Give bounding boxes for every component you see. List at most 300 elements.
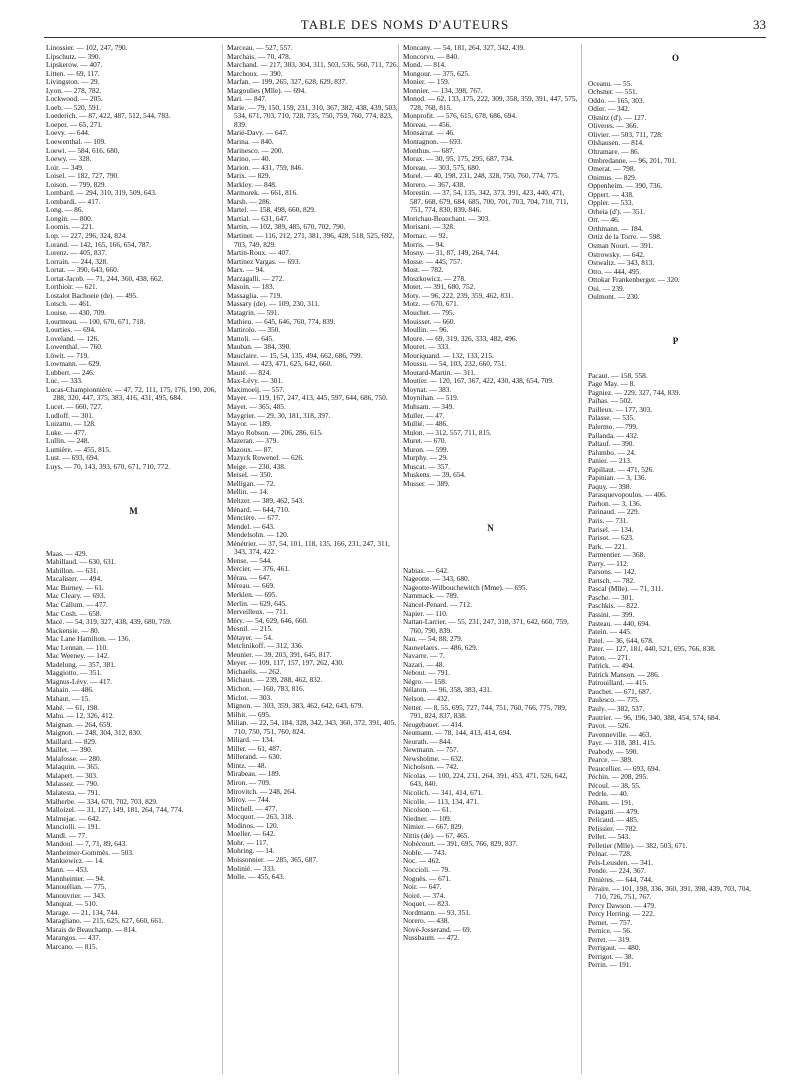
index-entry: Morax. — 30, 95, 175, 295, 687, 734. [403, 154, 514, 164]
index-entry: Nattan-Larrier. — 55, 231, 247, 318, 371, 642, 660, 759, 760, 790, 839. [403, 617, 569, 635]
index-entry: Mazoux. — 87. [227, 444, 273, 454]
index-entry: Mabillaud. — 630, 631. [46, 557, 117, 567]
index-entry: Oliveres. — 366. [588, 121, 639, 131]
index-entry: Mahu. — 12, 326, 412. [46, 711, 115, 721]
index-entry: Ortiz de la Torre. — 598. [588, 232, 662, 242]
page-number: 33 [753, 17, 766, 32]
index-entry: Parisot. — 623. [588, 533, 634, 543]
index-entry: Nussbaum. — 472. [403, 933, 460, 943]
index-entry: Lostalot Bachoeie (de). — 495. [46, 290, 138, 300]
index-entry: Lucet. — 660, 727. [46, 401, 103, 411]
index-entry: Merlin. — 629, 645. [227, 598, 287, 608]
index-entry: Maignan. — 264, 659. [46, 719, 113, 729]
index-entry: Marsh. — 286. [227, 196, 272, 206]
index-entry: Mazyck Rowenel. — 626. [227, 453, 304, 463]
index-entry: Paihas. — 502. [588, 396, 633, 406]
column-divider [222, 44, 223, 1074]
index-entry: Maximoeij. — 557. [227, 384, 285, 394]
index-entry: Malloizel. — 31, 127, 149, 181, 264, 744, 774. [46, 805, 184, 815]
index-entry: Pelissier. — 782. [588, 823, 638, 833]
index-entry: Navarre. — 7. [403, 651, 445, 661]
index-entry: Lullin. — 248. [46, 436, 90, 446]
index-entry: Meige. — 230, 438. [227, 461, 286, 471]
index-entry: Mackensie. — 80. [46, 625, 100, 635]
index-entry: Nelson. — 432. [403, 694, 450, 704]
index-entry: Pavot. — 526. [588, 721, 631, 731]
index-entry: Monnier. — 134, 398, 767. [403, 85, 483, 95]
index-entry: Loewy. — 328. [46, 154, 92, 164]
index-entry: Lipskerow. — 407. [46, 60, 103, 70]
index-entry: Malassez. — 790. [46, 779, 99, 789]
index-entry: Percy Dawson. — 479. [588, 900, 656, 910]
index-entry: Marina. — 840. [227, 137, 274, 147]
spacer [46, 488, 221, 497]
index-entry: Loisel. — 182, 727, 790. [46, 171, 119, 181]
index-entry: Marie. — 79, 150, 159, 231, 310, 367, 382, 438, 439, 503, 534, 671, 703, 710, 728, 735, 750, 759, 760, 774, 823, 839. [227, 102, 398, 129]
index-entry: Mandoul. — 7, 71, 89, 643. [46, 839, 128, 849]
index-entry: Mouisset. — 660. [403, 316, 456, 326]
index-entry: Marx. — 94. [227, 265, 265, 275]
index-entry: Napier. — 110. [403, 608, 448, 618]
index-entry: Martinez Vargas. — 693. [227, 256, 301, 266]
index-entry: Mullié. — 486. [403, 419, 448, 429]
index-entry: Luke. — 477. [46, 427, 87, 437]
index-entry: Litten. — 69, 117. [46, 68, 100, 78]
index-entry: Mignon. — 303, 359, 383, 462, 642, 643, 679. [227, 701, 364, 711]
index-entry: Mauclaire. — 15, 54, 135, 494, 662, 686, 799. [227, 350, 363, 360]
index-entry: Newsholme. — 632. [403, 753, 464, 763]
index-entry: Moutier. — 120, 167, 367, 422, 430, 438, 654, 709. [403, 376, 554, 386]
index-entry: Michaux. — 239, 288, 462, 832. [227, 675, 323, 685]
index-entry: Parisel. — 134. [588, 524, 634, 534]
index-entry: Pacaut. — 158, 558. [588, 370, 648, 380]
index-entry: Oui. — 239. [588, 283, 625, 293]
index-entry: Pernet. — 757. [588, 917, 633, 927]
index-entry: Metchnikoff. — 312, 336. [227, 641, 304, 651]
index-entry: Miller. — 61, 487. [227, 743, 282, 753]
index-entry: Marchand. — 217, 303, 304, 311, 503, 536, 560, 711, 726. [227, 60, 399, 70]
index-entry: Linossier. — 102, 247, 790. [46, 43, 128, 52]
index-entry: Marceau. — 527, 557. [227, 43, 293, 52]
index-entry: Mahé. — 61, 198. [46, 702, 100, 712]
index-entry: Neurath. — 844. [403, 736, 453, 746]
index-entry: Meltzer. — 389, 462, 543. [227, 495, 305, 505]
index-entry: Livingston. — 29. [46, 77, 100, 87]
index-entry: Mouriquand. — 132, 133, 215. [403, 350, 494, 360]
spacer [403, 506, 578, 515]
index-entry: Macé. — 54, 319, 327, 438, 439, 680, 759. [46, 617, 172, 627]
index-entry: Loewi. — 584, 616, 680. [46, 145, 120, 155]
index-entry: Miclot. — 303. [227, 692, 272, 702]
index-entry: Palermo. — 799. [588, 421, 638, 431]
index-entry: Orr. — 46. [588, 215, 620, 225]
index-entry: Mirovitch. — 248, 264. [227, 786, 297, 796]
index-entry: Marcano. — 815. [46, 941, 98, 951]
index-entry: Netter. — 8, 55, 695, 727, 744, 751, 760, 766, 775, 789, 791, 824, 837, 838. [403, 702, 567, 721]
index-entry: Motz. — 670, 671. [403, 299, 459, 309]
index-entry: Mankiewicz. — 14. [46, 856, 104, 866]
index-entry: Noguès. — 671. [403, 873, 451, 883]
index-entry: Méreau. — 669. [227, 581, 275, 591]
index-entry: Pavenneville. — 463. [588, 729, 652, 739]
index-entry: Most. — 782. [403, 265, 444, 275]
index-entry: Nicholson. — 742. [403, 762, 459, 772]
index-entry: Olsnitz (d'). — 127. [588, 112, 647, 122]
index-entry: Pater. — 127, 181, 440, 521, 695, 766, 838. [588, 644, 716, 654]
index-entry: Mitchell. — 477. [227, 803, 278, 813]
index-entry: Mongour. — 375, 625. [403, 68, 470, 78]
spacer [46, 524, 221, 533]
index-entry: Marion. — 431, 759, 846. [227, 162, 304, 172]
column-divider [398, 44, 399, 1074]
index-entry: Meunier. — 39, 203, 391, 645, 817. [227, 649, 332, 659]
index-entry: Martinet. — 116, 212, 271, 381, 396, 428, 518, 525, 692, 703, 749, 829. [227, 231, 395, 249]
index-entry: Mosny. — 31, 87, 149, 264, 744. [403, 248, 500, 258]
index-entry: Parmentier. — 368. [588, 550, 646, 560]
index-entry: Orheia (d'). — 351. [588, 206, 646, 216]
index-entry: Muret. — 670. [403, 436, 447, 446]
index-entry: Miroy. — 744. [227, 795, 271, 805]
index-entry: Loveland. — 126. [46, 333, 100, 343]
index-entry: Patrick. — 494. [588, 661, 635, 671]
index-entry: Oulmont. — 230. [588, 292, 640, 302]
index-entry: Peabody. — 590. [588, 746, 639, 756]
index-entry: Mulon. — 312, 557, 711, 815. [403, 427, 492, 437]
spacer [588, 355, 763, 364]
index-entry: Olshausen. — 814. [588, 138, 644, 148]
index-entry: Lorenz. — 405, 837. [46, 248, 107, 258]
index-entry: Luc. — 333. [46, 376, 83, 386]
index-entry: Mellin. — 14. [227, 487, 269, 497]
spacer [403, 550, 578, 559]
index-entry: Mayer. — 119, 167, 247, 413, 445, 597, 644, 686, 750. [227, 393, 388, 403]
index-entry: Oltramare. — 86. [588, 147, 640, 157]
index-entry: Papinian. — 3, 136. [588, 473, 647, 483]
index-entry: Nordmann. — 93, 351. [403, 907, 471, 917]
index-entry: Milhit. — 695. [227, 709, 271, 719]
index-entry: Pauly. — 382, 537. [588, 704, 645, 714]
index-entry: Paltauf. — 390. [588, 439, 635, 449]
index-entry: Marzagalli. — 272. [227, 273, 285, 283]
index-entry: Nammack. — 789. [403, 591, 459, 601]
index-entry: Mohring. — 14. [227, 846, 275, 856]
index-entry: Noquet. — 823. [403, 899, 451, 909]
index-entry: Maygrier. — 29, 30, 181, 318, 397. [227, 410, 331, 420]
spacer [403, 533, 578, 542]
spacer [46, 497, 221, 506]
index-entry: Péham. — 191. [588, 798, 634, 808]
index-entry: Pelicaud. — 485. [588, 815, 639, 825]
index-entry: Muron. — 599. [403, 444, 449, 454]
index-entry: Lortat. — 390, 643, 660. [46, 265, 119, 275]
index-entry: Péchin. — 208, 295. [588, 772, 648, 782]
index-entry: Nau. — 54, 88, 279. [403, 634, 463, 644]
index-entry: Mouchet. — 795. [403, 307, 455, 317]
index-entry: Patein. — 445. [588, 627, 632, 637]
index-entry: Otto. — 444, 495. [588, 266, 642, 276]
index-entry: Moeller. — 642. [227, 829, 276, 839]
index-entry: Pallanda. — 432. [588, 430, 639, 440]
index-entry: Niedner. — 109. [403, 813, 452, 823]
spacer [403, 497, 578, 506]
index-entry: Ochsner. — 551. [588, 87, 638, 97]
index-entry: Monier. — 159. [403, 77, 450, 87]
index-entry: Morel. — 40, 198, 231, 248, 328, 750, 760, 774, 775. [403, 171, 560, 181]
index-entry: Manciolli. — 191. [46, 822, 100, 832]
index-entry: Mac Callum. — 477. [46, 600, 108, 609]
index-entry: Loomis. — 221. [46, 222, 94, 232]
index-entry: Lortat-Jacob. — 71, 244, 360, 438, 662. [46, 273, 164, 283]
index-entry: Muhsam. — 349. [403, 401, 455, 411]
index-entry: Mathieu. — 645, 646, 760, 774, 839. [227, 316, 336, 326]
index-entry: Norero. — 438. [403, 916, 450, 926]
index-entry: Loir. — 349. [46, 162, 84, 172]
index-entry: Malherbe. — 334, 670, 702, 703, 829. [46, 796, 158, 806]
index-entry: Perrigot. — 38. [588, 951, 634, 961]
index-entry: Paschkis. — 822. [588, 601, 640, 611]
index-entry: Oceanu. — 55. [588, 78, 633, 88]
index-entry: Oppler. — 533. [588, 198, 634, 208]
index-entry: Maragliano. — 215, 625, 627, 660, 661. [46, 916, 164, 926]
index-entry: Mocquot. — 263, 318. [227, 812, 294, 822]
index-entry: Martial. — 631, 647. [227, 213, 289, 223]
index-entry: Patrouillard. — 415. [588, 678, 648, 688]
index-entry: Nabias. — 642. [403, 565, 449, 575]
index-entry: Musser. — 389. [403, 478, 450, 488]
index-entry: Lourties. — 694. [46, 325, 96, 335]
index-entry: Manquat. — 510. [46, 899, 98, 909]
index-entry: Percy Herring. — 222. [588, 909, 655, 919]
index-entry: Marmorek. — 661, 816. [227, 188, 298, 198]
index-entry: Lop. — 227, 296, 324, 824. [46, 231, 128, 241]
index-entry: Mazeran. — 379. [227, 436, 279, 446]
index-entry: Mac Lane Hamilton. — 136. [46, 634, 131, 644]
page-header [44, 17, 766, 37]
index-entry: Pauchet. — 671, 687. [588, 686, 652, 696]
index-entry: Lumière. — 455, 815. [46, 444, 111, 454]
index-entry: Moty. — 96, 222, 239, 359, 462, 831. [403, 290, 514, 300]
index-entry: Patrick Manson. — 286. [588, 669, 660, 679]
index-entry: Longin. — 800. [46, 213, 93, 223]
index-entry: Michon. — 160, 783, 816. [227, 684, 305, 694]
index-entry: Moszkowicz. — 278. [403, 273, 466, 283]
index-entry: Loederich. — 87, 422, 487, 512, 544, 783. [46, 111, 171, 121]
index-entry: Millerand. — 630. [227, 752, 282, 762]
index-entry: Passini. — 399. [588, 610, 635, 619]
index-entry: Moissonnier. — 285, 365, 687. [227, 854, 318, 864]
index-entry: Pasche. — 301. [588, 592, 634, 602]
index-entry: Noccioli. — 79. [403, 864, 451, 874]
index-entry: Moussu. — 54, 103, 232, 660, 751. [403, 359, 507, 369]
spacer [46, 516, 221, 525]
index-entry: Miron. — 709. [227, 778, 271, 788]
index-entry: Marix. — 829. [227, 171, 271, 181]
index-entry: Lipschutz. — 390. [46, 51, 101, 61]
index-entry: Moynihan. — 519. [403, 393, 459, 403]
index-entry: Parry. — 112. [588, 558, 629, 568]
index-entry: Mahain. — 486. [46, 685, 94, 695]
spacer [403, 541, 578, 550]
index-entry: Morestin. — 37, 54, 135, 342, 373, 391, 423, 440, 471, 587, 668, 679, 684, 685, 700, 701, 703, 704, 710, 711, 751, 774, 830, 839, 846. [403, 188, 569, 215]
index-entry: Mattirolo. — 350. [227, 325, 281, 335]
index-entry: Parhon. — 3, 136. [588, 498, 642, 508]
index-entry: Mornac. — 92. [403, 231, 448, 241]
index-entry: Mendel. — 643. [227, 521, 275, 531]
spacer [588, 302, 763, 311]
index-entry: Pellet. — 543. [588, 832, 631, 842]
index-entry: Pécoul. — 38, 55. [588, 780, 641, 790]
index-entry: Manheimer-Gommès. — 503. [46, 847, 134, 857]
index-entry: Morichau-Beauchant. — 303. [403, 213, 491, 223]
page-title: TABLE DES NOMS D'AUTEURS [300, 17, 510, 32]
index-entry: Pedrle. — 40. [588, 789, 629, 799]
index-entry: Nancel-Penard. — 712. [403, 600, 472, 609]
index-entry: Mayet. — 365, 485. [227, 401, 286, 411]
index-entry: Morisani. — 328. [403, 222, 455, 232]
index-entry: Nageotte-Wilbouchewitch (Mme). — 695. [403, 582, 528, 592]
index-entry: Pautrier. — 96, 196, 340, 388, 454, 574, 684. [588, 712, 721, 722]
index-entry: Peaucellier. — 693, 694. [588, 763, 661, 773]
index-entry: Méry. — 54, 629, 646, 660. [227, 615, 309, 625]
index-entry: Mayo Robson. — 206, 286, 615. [227, 427, 323, 437]
index-entry: Murphy. — 29. [403, 453, 448, 463]
index-entry: Malatesta. — 791. [46, 788, 100, 798]
index-entry: Martin-Roux. — 407. [227, 248, 291, 258]
index-entry: Mann. — 453. [46, 864, 89, 874]
index-entry: Mintz. — 48. [227, 760, 267, 770]
index-entry: Mauban. — 384, 390. [227, 342, 292, 352]
spacer [588, 346, 763, 355]
section-letter: O [671, 52, 679, 63]
index-entry: Morris. — 94. [403, 239, 445, 249]
column-divider [581, 44, 582, 1074]
index-entry: Pascal (Mlle). — 71, 311. [588, 584, 664, 594]
index-entry: Page May. — 8. [588, 379, 636, 389]
spacer [403, 514, 578, 523]
index-entry: Nebout. — 791. [403, 668, 451, 678]
index-entry: Métayer. — 54. [227, 632, 273, 642]
index-entry: Moutard-Martin. — 311. [403, 367, 476, 377]
index-entry: Moreau. — 303, 575, 680. [403, 162, 481, 172]
index-entry: Merveilleux. — 711. [227, 607, 288, 617]
index-entry: Mandl. — 77. [46, 830, 87, 840]
index-entry: Martin, — 102, 389, 485, 670, 702, 790. [227, 222, 346, 232]
index-entry: Malmejac. — 642. [46, 813, 101, 823]
index-entry: Motet. — 391, 680, 752. [403, 282, 476, 292]
index-entry: Moure. — 69, 319, 326, 333, 482, 496. [403, 333, 518, 343]
index-entry: Moullin. — 96. [403, 325, 449, 335]
index-entry: Noiré. — 374. [403, 890, 446, 900]
index-entry: Lucas-Championnière. — 47, 72, 111, 175, 176, 190, 206, 288, 320, 447, 375, 383, 416, 431, 495, 684. [46, 384, 217, 403]
index-entry: Lockwood. — 205. [46, 94, 103, 104]
index-entry: Pearce. — 389. [588, 755, 633, 765]
index-entry: Mohr. — 117. [227, 837, 269, 847]
index-entry: Morero. — 367, 438. [403, 179, 466, 189]
index-entry: Parasquevopoulos. — 406. [588, 490, 667, 500]
index-entry: Masoin. — 183. [227, 282, 275, 292]
section-letter: N [487, 522, 494, 533]
index-column-3 [403, 44, 578, 943]
index-entry: Muscat. — 357. [403, 461, 451, 471]
index-entry: Nélaton. — 96, 358, 383, 431. [403, 685, 492, 695]
index-entry: Palasse. — 535. [588, 413, 636, 423]
index-entry: Pasteau. — 440, 694. [588, 618, 651, 628]
index-entry: Milian. — 22, 54, 184, 328, 342, 343, 360, 372, 391, 405, 710, 750, 751, 760, 824. [227, 718, 397, 736]
index-entry: Mari. — 847. [227, 94, 267, 104]
index-entry: Park. — 221. [588, 541, 627, 551]
index-entry: Nittis (de). — 67, 465. [403, 830, 470, 840]
index-entry: Lotsch. — 461. [46, 299, 92, 309]
index-entry: Macalister. — 494. [46, 574, 102, 584]
index-entry: Lubbert. — 246. [46, 367, 95, 377]
index-entry: Loewenthal. — 109. [46, 137, 106, 147]
index-entry: Mabillon. — 631. [46, 565, 99, 575]
index-entry: Mattoli. — 645. [227, 333, 275, 343]
index-entry: Moncorvo. — 840. [403, 51, 459, 61]
index-entry: Ottokar Frankenberger. — 320. [588, 275, 680, 285]
index-entry: Mauté. — 824. [227, 367, 272, 377]
index-entry: Lyon. — 278, 782. [46, 85, 102, 95]
index-entry: Odier. — 342. [588, 104, 630, 114]
index-entry: Ostrowsky. — 642. [588, 249, 645, 259]
index-entry: Mac Burney. — 61. [46, 582, 104, 592]
index-entry: Ménard. — 644, 710. [227, 504, 290, 514]
index-entry: Melligan. — 72. [227, 478, 276, 488]
index-entry: Martel. — 158, 498, 660, 829. [227, 205, 316, 215]
index-entry: Newmann. — 757. [403, 745, 459, 755]
index-entry: Paquy. — 398. [588, 481, 632, 491]
index-entry: Löwit. — 719. [46, 350, 89, 360]
index-entry: Mac Weeney. — 142. [46, 651, 110, 661]
spacer [588, 310, 763, 319]
index-entry: Ostwaltz. — 343, 813. [588, 258, 655, 268]
index-entry: Monthus. — 687. [403, 145, 455, 155]
index-entry: Mouret. — 333. [403, 342, 451, 352]
index-entry: Loevy. — 644. [46, 128, 90, 138]
index-column-1 [46, 44, 221, 951]
index-entry: Pagniez. — 229, 327, 744, 839. [588, 387, 681, 397]
index-entry: Panier. — 213. [588, 456, 632, 466]
index-entry: Pels-Leusden. — 341. [588, 857, 653, 867]
index-entry: Neumann. — 78, 144, 413, 414, 694. [403, 728, 512, 738]
index-entry: Oddo. — 165, 303. [588, 95, 645, 105]
index-entry: Muskens. — 39, 654. [403, 470, 466, 480]
index-entry: Mesnil. — 215. [227, 624, 273, 634]
index-entry: Pelletier (Mlle). — 382, 503, 671. [588, 840, 688, 850]
index-entry: Parinaud. — 229. [588, 507, 640, 517]
index-entry: Parsons. — 142. [588, 567, 637, 577]
index-entry: Ombredanne. — 96, 201, 701. [588, 155, 677, 165]
index-entry: Malapert. — 303. [46, 770, 98, 780]
index-entry: Miliard. — 134. [227, 735, 275, 745]
index-entry: Meyer. — 109, 117, 157, 197, 262, 430. [227, 658, 344, 668]
index-entry: Luizatto. — 128. [46, 419, 96, 429]
index-entry: Molle. — 455, 643. [227, 872, 285, 882]
index-entry: Papillaut. — 471, 526. [588, 464, 655, 474]
index-entry: Oppenheim. — 390, 736. [588, 181, 663, 191]
index-entry: Olivier. — 503, 711, 728. [588, 129, 663, 139]
spacer [46, 480, 221, 489]
index-entry: Pende. — 224, 367. [588, 866, 646, 876]
index-entry: Luys. — 70, 143, 393, 670, 671, 710, 772. [46, 461, 171, 471]
index-entry: Ménétrier. — 37, 54, 101, 118, 135, 166, 231, 247, 311, 343, 374, 422. [227, 538, 390, 557]
index-entry: Malaquin. — 365. [46, 762, 100, 772]
spacer [46, 533, 221, 542]
index-entry: Mayor. — 189. [227, 419, 272, 429]
index-entry: Maurel. — 423, 471, 625, 642, 660. [227, 359, 332, 369]
index-entry: Mac Cleary. — 693. [46, 591, 106, 601]
index-column-4 [588, 44, 763, 970]
